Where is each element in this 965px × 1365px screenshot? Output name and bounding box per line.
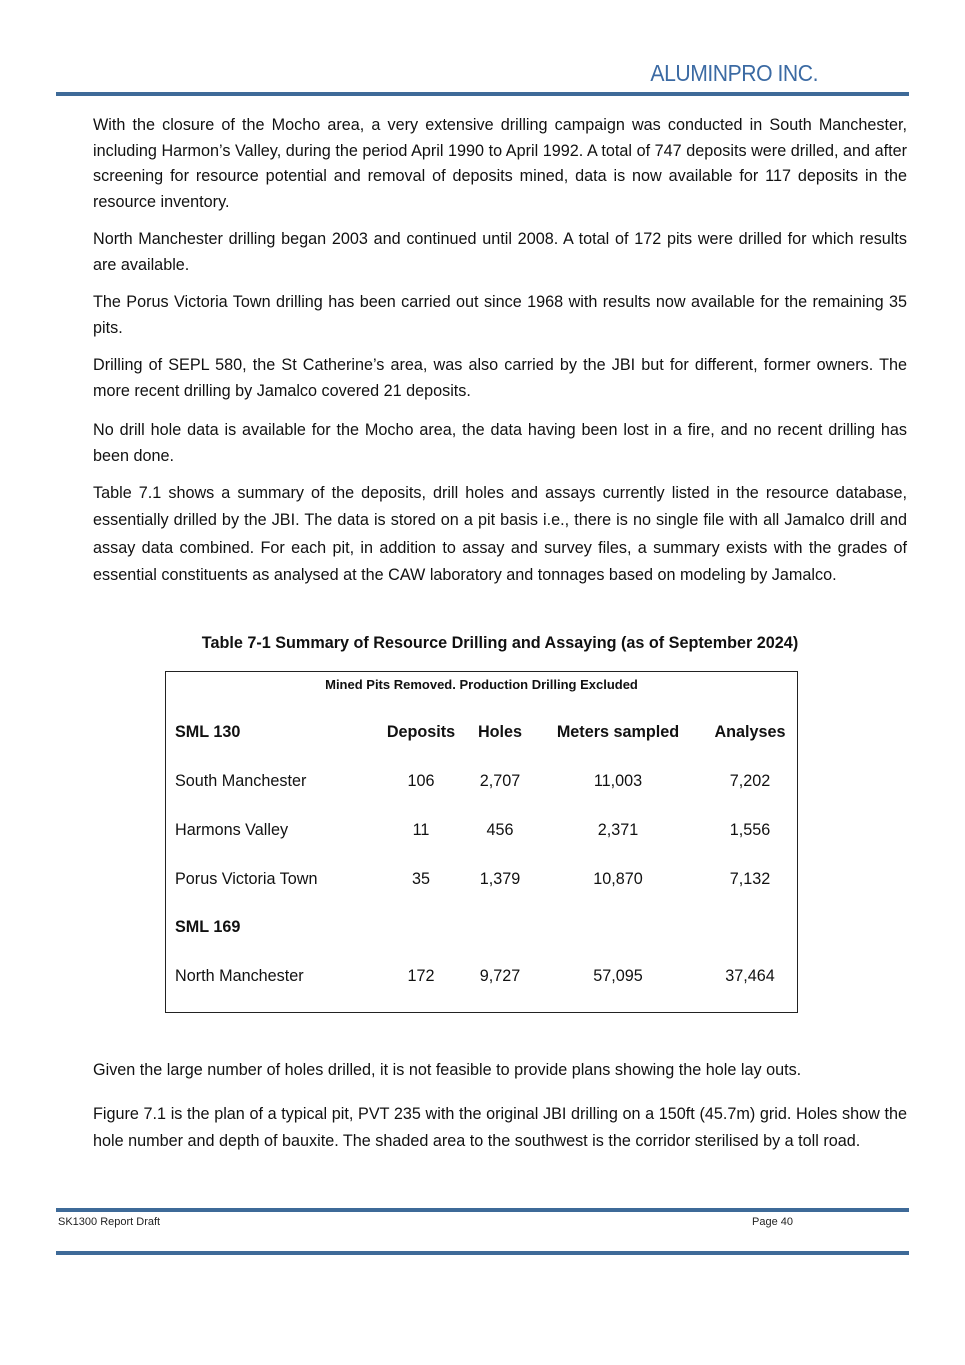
column-header-meters: Meters sampled: [556, 723, 680, 741]
row-deposits: 106: [407, 772, 435, 790]
paragraph-porus-victoria: The Porus Victoria Town drilling has been carried out since 1968 with results now available for the remaining 35 pits.: [93, 293, 907, 337]
row-analyses: 37,464: [725, 967, 775, 985]
footer-divider-bottom: [56, 1251, 909, 1255]
column-header-sml130: SML 130: [175, 723, 241, 741]
table-row: [166, 772, 797, 796]
row-meters: 10,870: [593, 870, 643, 888]
paragraph-table-intro: Table 7.1 shows a summary of the deposits, drill holes and assays currently listed in the resource database, essentially drilled by the JBI. The data is stored on a pit basis i.e., there is no single file with all Jamalco drill and assay data combined. For each pit, in addition to assay and survey files, a summary exists with the grades of essential constituents as analysed at the CAW laboratory and tonnages based on modeling by Jamalco.: [93, 484, 907, 584]
row-name: Porus Victoria Town: [175, 870, 318, 888]
row-analyses: 1,556: [729, 821, 771, 839]
row-analyses: 7,132: [729, 870, 771, 888]
footer-page-number: Page 40: [752, 1216, 793, 1228]
row-holes: 2,707: [479, 772, 521, 790]
footer-document-name: SK1300 Report Draft: [58, 1216, 161, 1228]
table-row: [166, 821, 797, 845]
row-holes: 456: [486, 821, 514, 839]
section-label-sml169: SML 169: [175, 918, 241, 936]
row-deposits: 35: [411, 870, 430, 888]
row-deposits: 11: [412, 821, 430, 839]
paragraph-north-manchester: North Manchester drilling began 2003 and continued until 2008. A total of 172 pits were drilled for which results are available.: [93, 230, 907, 274]
paragraph-south-manchester: With the closure of the Mocho area, a very extensive drilling campaign was conducted in South Manchester, including Harmon’s Valley, during the period April 1990 to April 1992. A total of 747 deposits were drilled, and after screening for resource potential and removal of deposits mined, data is now available for 117 deposits in the resource inventory.: [93, 116, 907, 211]
table-section-row: [166, 918, 797, 942]
paragraph-figure-intro: Figure 7.1 is the plan of a typical pit, PVT 235 with the original JBI drilling on a 150ft (45.7m) grid. Holes show the hole number and depth of bauxite. The shaded area to the southwest is the corridor sterilised by a toll road.: [93, 1105, 907, 1151]
header-divider: [56, 92, 909, 96]
paragraph-sepl-580: Drilling of SEPL 580, the St Catherine’s area, was also carried by the JBI but for different, former owners. The more recent drilling by Jamalco covered 21 deposits.: [93, 356, 907, 400]
column-header-deposits: Deposits: [386, 723, 456, 741]
row-meters: 2,371: [597, 821, 639, 839]
row-analyses: 7,202: [729, 772, 771, 790]
table-row: [166, 870, 797, 894]
table-caption: Table 7-1 Summary of Resource Drilling and Assaying (as of September 2024): [201, 634, 799, 652]
table-header-row: [166, 723, 797, 747]
row-name: Harmons Valley: [175, 821, 289, 839]
footer-divider-top: [56, 1208, 909, 1212]
row-holes: 9,727: [479, 967, 521, 985]
row-meters: 57,095: [593, 967, 643, 985]
table-row: [166, 967, 797, 991]
row-name: North Manchester: [175, 967, 304, 985]
row-meters: 11,003: [593, 772, 643, 790]
column-header-analyses: Analyses: [714, 723, 786, 741]
row-holes: 1,379: [479, 870, 521, 888]
paragraph-hole-layouts: Given the large number of holes drilled, it is not feasible to provide plans showing the hole lay outs.: [93, 1061, 802, 1079]
column-header-holes: Holes: [477, 723, 523, 741]
drilling-summary-table: [165, 671, 798, 1013]
company-header-title: ALUMINPRO INC.: [650, 60, 818, 86]
paragraph-mocho: No drill hole data is available for the Mocho area, the data having been lost in a fire, and no recent drilling has been done.: [93, 421, 907, 465]
table-note: Mined Pits Removed. Production Drilling Excluded: [325, 677, 638, 692]
row-name: South Manchester: [175, 772, 307, 790]
row-deposits: 172: [407, 967, 435, 985]
